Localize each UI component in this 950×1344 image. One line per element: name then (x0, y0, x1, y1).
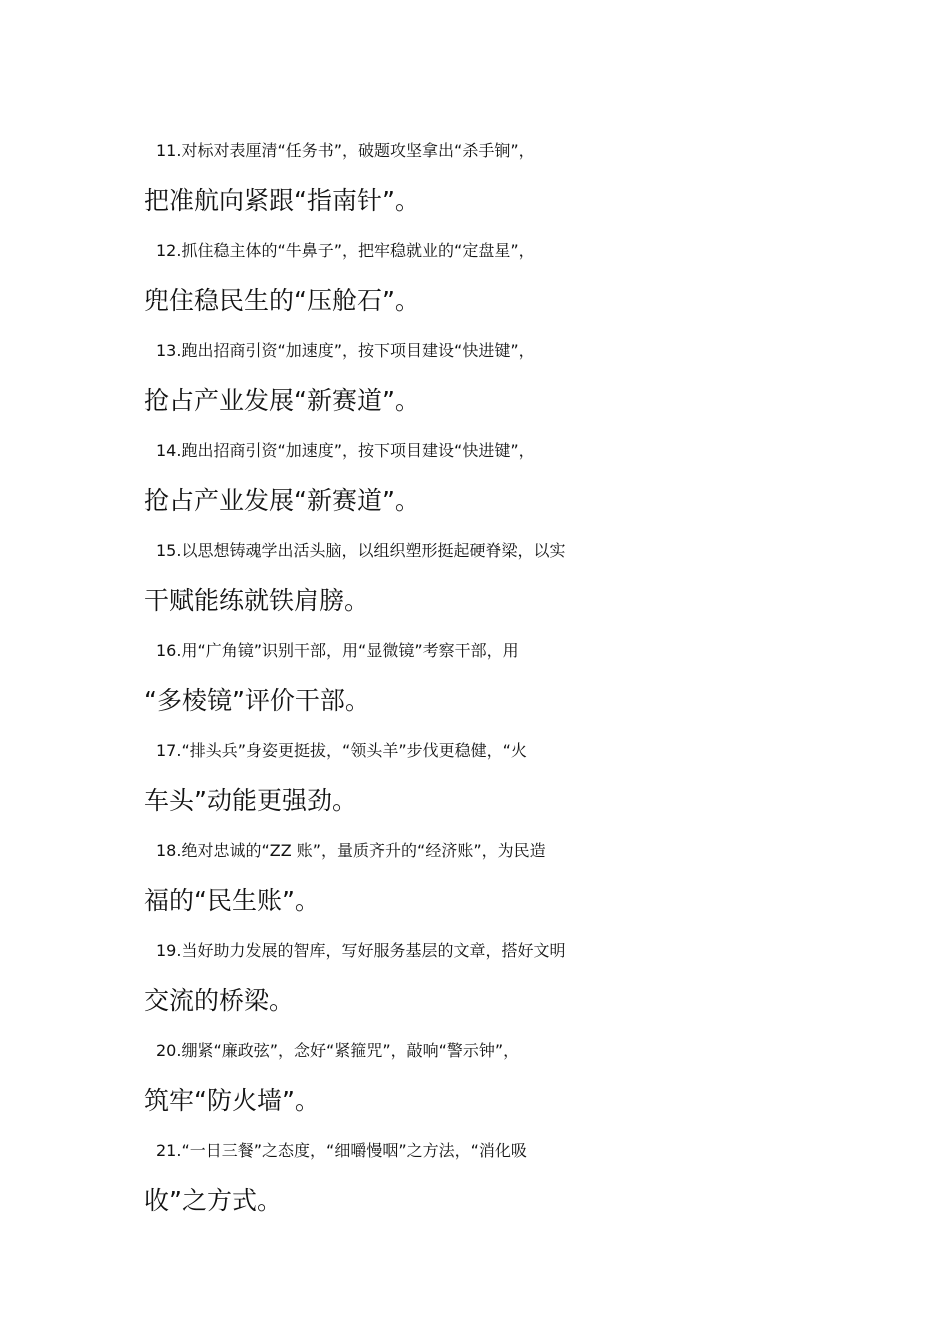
item-line-2: “多棱镜”评价干部。 (144, 686, 370, 715)
list-item (144, 426, 808, 526)
item-line-1: 12.抓住稳主体的“牛鼻子”，把牢稳就业的“定盘星”， (156, 241, 535, 260)
list-item (144, 226, 808, 326)
item-line-2: 福的“民生账”。 (144, 886, 320, 915)
item-line-2: 车头”动能更强劲。 (144, 786, 357, 815)
item-line-1: 14.跑出招商引资“加速度”，按下项目建设“快进键”， (156, 441, 535, 460)
item-line-2: 兜住稳民生的“压舱石”。 (144, 286, 420, 315)
item-line-1: 18.绝对忠诚的“ZZ 账”，量质齐升的“经济账”，为民造 (156, 841, 546, 860)
item-line-1: 16.用“广角镜”识别干部，用“显微镜”考察干部，用 (156, 641, 519, 660)
item-line-1: 17.“排头兵”身姿更挺拔，“领头羊”步伐更稳健，“火 (156, 741, 527, 760)
item-line-2: 交流的桥梁。 (144, 986, 295, 1015)
list-item (144, 326, 808, 426)
item-line-1: 11.对标对表厘清“任务书”，破题攻坚拿出“杀手锏”， (156, 141, 535, 160)
item-line-1: 19.当好助力发展的智库，写好服务基层的文章，搭好文明 (156, 941, 566, 960)
list-item (144, 1026, 808, 1126)
item-line-1: 21.“一日三餐”之态度，“细嚼慢咽”之方法，“消化吸 (156, 1141, 527, 1160)
list-item (144, 626, 808, 726)
item-line-1: 15.以思想铸魂学出活头脑，以组织塑形挺起硬脊梁，以实 (156, 541, 566, 560)
list-item (144, 526, 808, 626)
item-line-2: 筑牢“防火墙”。 (144, 1086, 320, 1115)
item-line-2: 把准航向紧跟“指南针”。 (144, 186, 420, 215)
list-item (144, 1126, 808, 1226)
list-item (144, 826, 808, 926)
list-item (144, 926, 808, 1026)
item-line-1: 13.跑出招商引资“加速度”，按下项目建设“快进键”， (156, 341, 535, 360)
item-line-1: 20.绷紧“廉政弦”，念好“紧箍咒”，敲响“警示钟”， (156, 1041, 520, 1060)
item-line-2: 收”之方式。 (144, 1186, 282, 1215)
document-body (144, 126, 808, 1226)
list-item (144, 726, 808, 826)
item-line-2: 抢占产业发展“新赛道”。 (144, 486, 420, 515)
item-line-2: 干赋能练就铁肩膀。 (144, 586, 370, 615)
item-line-2: 抢占产业发展“新赛道”。 (144, 386, 420, 415)
list-item (144, 126, 808, 226)
